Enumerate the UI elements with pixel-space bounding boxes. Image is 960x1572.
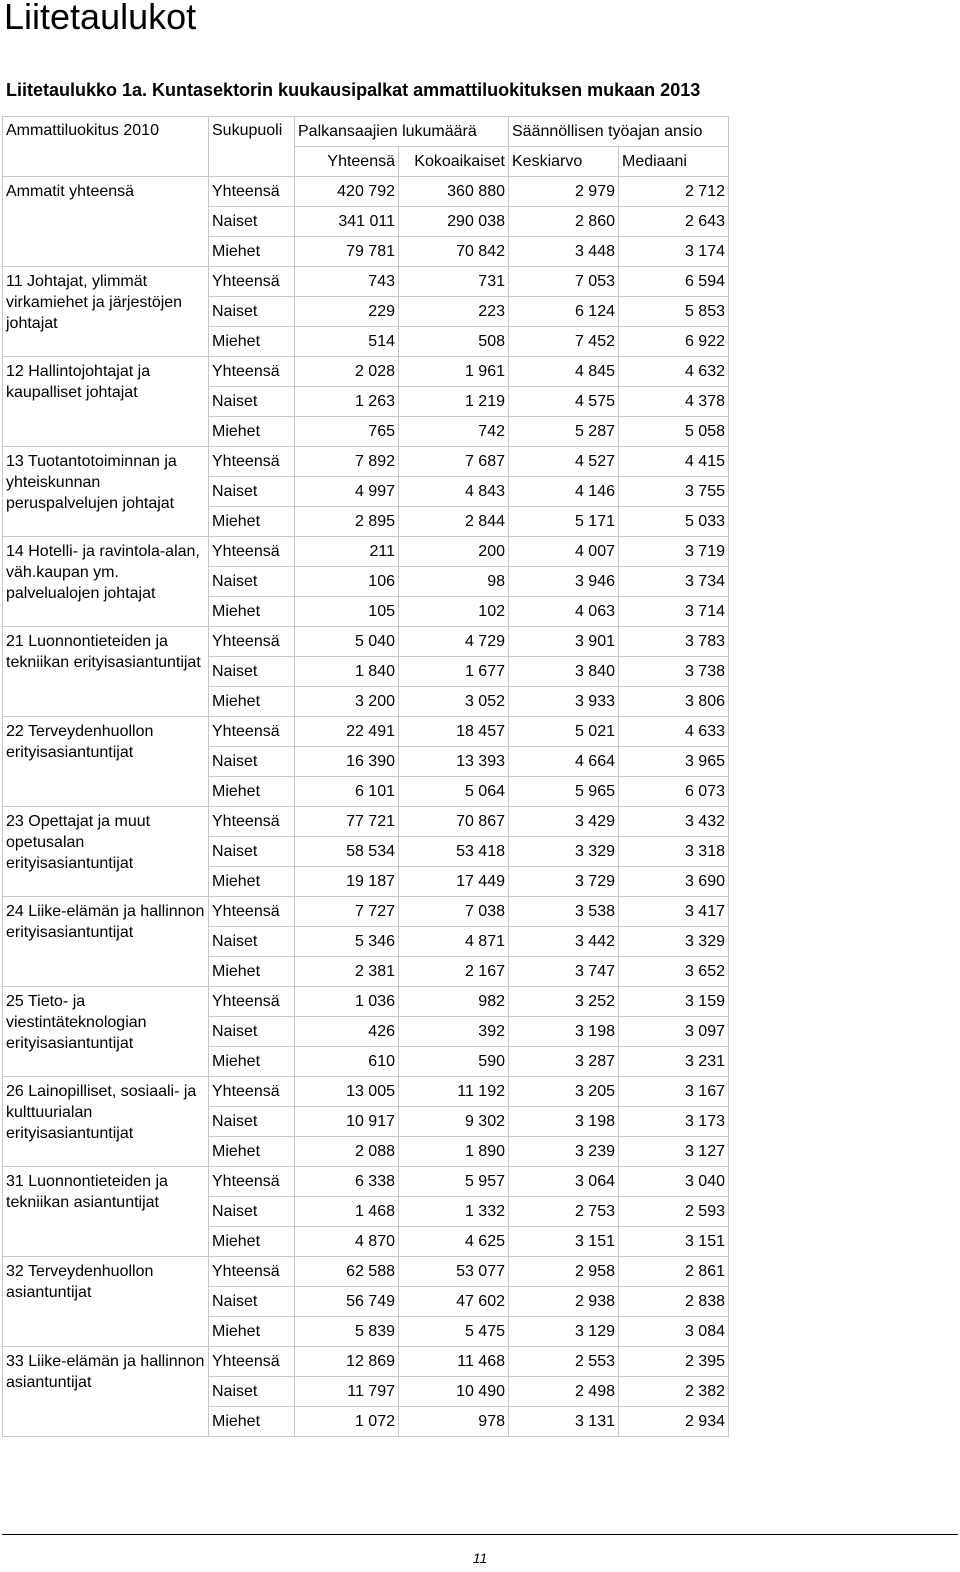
median-cell: 6 073 <box>619 777 729 807</box>
mean-cell: 5 965 <box>509 777 619 807</box>
total-cell: 2 381 <box>295 957 399 987</box>
fulltime-cell: 4 625 <box>399 1227 509 1257</box>
total-cell: 56 749 <box>295 1287 399 1317</box>
median-cell: 3 097 <box>619 1017 729 1047</box>
occupation-cell: 25 Tieto- ja viestintäteknologian erityisasiantuntijat <box>3 987 209 1077</box>
median-cell: 3 159 <box>619 987 729 1017</box>
total-cell: 5 040 <box>295 627 399 657</box>
total-cell: 7 727 <box>295 897 399 927</box>
median-cell: 5 058 <box>619 417 729 447</box>
fulltime-cell: 290 038 <box>399 207 509 237</box>
median-cell: 2 382 <box>619 1377 729 1407</box>
total-cell: 4 870 <box>295 1227 399 1257</box>
gender-cell: Yhteensä <box>209 897 295 927</box>
mean-cell: 7 452 <box>509 327 619 357</box>
occupation-cell: 24 Liike-elämän ja hallinnon erityisasiantuntijat <box>3 897 209 987</box>
mean-cell: 2 958 <box>509 1257 619 1287</box>
header-row-1 <box>3 117 729 147</box>
gender-cell: Yhteensä <box>209 987 295 1017</box>
total-cell: 229 <box>295 297 399 327</box>
fulltime-cell: 590 <box>399 1047 509 1077</box>
median-cell: 3 318 <box>619 837 729 867</box>
gender-cell: Miehet <box>209 1227 295 1257</box>
median-cell: 5 853 <box>619 297 729 327</box>
total-cell: 1 840 <box>295 657 399 687</box>
total-cell: 765 <box>295 417 399 447</box>
gender-cell: Miehet <box>209 867 295 897</box>
gender-cell: Yhteensä <box>209 357 295 387</box>
total-cell: 1 263 <box>295 387 399 417</box>
fulltime-cell: 47 602 <box>399 1287 509 1317</box>
gender-cell: Naiset <box>209 477 295 507</box>
median-cell: 4 632 <box>619 357 729 387</box>
fulltime-cell: 10 490 <box>399 1377 509 1407</box>
total-cell: 105 <box>295 597 399 627</box>
mean-cell: 2 860 <box>509 207 619 237</box>
mean-cell: 4 007 <box>509 537 619 567</box>
table-row <box>3 987 729 1017</box>
table-row <box>3 1347 729 1377</box>
median-cell: 6 922 <box>619 327 729 357</box>
fulltime-cell: 70 842 <box>399 237 509 267</box>
fulltime-cell: 13 393 <box>399 747 509 777</box>
fulltime-cell: 5 475 <box>399 1317 509 1347</box>
table-row <box>3 1167 729 1197</box>
fulltime-cell: 11 468 <box>399 1347 509 1377</box>
mean-cell: 3 538 <box>509 897 619 927</box>
mean-cell: 6 124 <box>509 297 619 327</box>
fulltime-cell: 7 038 <box>399 897 509 927</box>
header-median: Mediaani <box>619 147 729 177</box>
total-cell: 341 011 <box>295 207 399 237</box>
mean-cell: 3 064 <box>509 1167 619 1197</box>
fulltime-cell: 1 961 <box>399 357 509 387</box>
median-cell: 2 934 <box>619 1407 729 1437</box>
occupation-cell: 12 Hallintojohtajat ja kaupalliset johtajat <box>3 357 209 447</box>
gender-cell: Naiset <box>209 1107 295 1137</box>
median-cell: 3 432 <box>619 807 729 837</box>
gender-cell: Miehet <box>209 1407 295 1437</box>
header-total: Yhteensä <box>295 147 399 177</box>
total-cell: 426 <box>295 1017 399 1047</box>
mean-cell: 3 252 <box>509 987 619 1017</box>
mean-cell: 3 205 <box>509 1077 619 1107</box>
gender-cell: Naiset <box>209 387 295 417</box>
fulltime-cell: 742 <box>399 417 509 447</box>
median-cell: 3 329 <box>619 927 729 957</box>
median-cell: 3 151 <box>619 1227 729 1257</box>
fulltime-cell: 2 844 <box>399 507 509 537</box>
occupation-cell: 26 Lainopilliset, sosiaali- ja kulttuurialan erityisasiantuntijat <box>3 1077 209 1167</box>
mean-cell: 3 151 <box>509 1227 619 1257</box>
mean-cell: 2 498 <box>509 1377 619 1407</box>
fulltime-cell: 508 <box>399 327 509 357</box>
mean-cell: 2 753 <box>509 1197 619 1227</box>
mean-cell: 3 747 <box>509 957 619 987</box>
mean-cell: 3 239 <box>509 1137 619 1167</box>
median-cell: 2 593 <box>619 1197 729 1227</box>
total-cell: 514 <box>295 327 399 357</box>
mean-cell: 3 198 <box>509 1107 619 1137</box>
total-cell: 1 036 <box>295 987 399 1017</box>
gender-cell: Yhteensä <box>209 267 295 297</box>
total-cell: 211 <box>295 537 399 567</box>
median-cell: 4 415 <box>619 447 729 477</box>
mean-cell: 4 146 <box>509 477 619 507</box>
median-cell: 3 084 <box>619 1317 729 1347</box>
mean-cell: 5 287 <box>509 417 619 447</box>
gender-cell: Naiset <box>209 747 295 777</box>
table-row <box>3 267 729 297</box>
total-cell: 2 088 <box>295 1137 399 1167</box>
header-earnings: Säännöllisen työajan ansio <box>509 117 729 147</box>
mean-cell: 4 063 <box>509 597 619 627</box>
page-number: 11 <box>472 1550 488 1566</box>
total-cell: 58 534 <box>295 837 399 867</box>
gender-cell: Miehet <box>209 1137 295 1167</box>
total-cell: 6 338 <box>295 1167 399 1197</box>
mean-cell: 4 845 <box>509 357 619 387</box>
total-cell: 16 390 <box>295 747 399 777</box>
median-cell: 4 633 <box>619 717 729 747</box>
table-row <box>3 1077 729 1107</box>
mean-cell: 3 946 <box>509 567 619 597</box>
gender-cell: Miehet <box>209 957 295 987</box>
occupation-cell: 33 Liike-elämän ja hallinnon asiantuntijat <box>3 1347 209 1437</box>
median-cell: 2 838 <box>619 1287 729 1317</box>
median-cell: 3 690 <box>619 867 729 897</box>
total-cell: 13 005 <box>295 1077 399 1107</box>
total-cell: 19 187 <box>295 867 399 897</box>
median-cell: 2 712 <box>619 177 729 207</box>
fulltime-cell: 1 890 <box>399 1137 509 1167</box>
table-header <box>3 117 729 177</box>
mean-cell: 5 021 <box>509 717 619 747</box>
mean-cell: 3 329 <box>509 837 619 867</box>
total-cell: 420 792 <box>295 177 399 207</box>
median-cell: 3 806 <box>619 687 729 717</box>
footer-divider <box>2 1534 958 1535</box>
table-row <box>3 717 729 747</box>
mean-cell: 5 171 <box>509 507 619 537</box>
fulltime-cell: 98 <box>399 567 509 597</box>
gender-cell: Miehet <box>209 687 295 717</box>
table-body <box>3 177 729 1437</box>
occupation-cell: 22 Terveydenhuollon erityisasiantuntijat <box>3 717 209 807</box>
fulltime-cell: 17 449 <box>399 867 509 897</box>
total-cell: 106 <box>295 567 399 597</box>
fulltime-cell: 5 957 <box>399 1167 509 1197</box>
fulltime-cell: 1 677 <box>399 657 509 687</box>
header-employees: Palkansaajien lukumäärä <box>295 117 509 147</box>
table-title: Liitetaulukko 1a. Kuntasektorin kuukausipalkat ammattiluokituksen mukaan 2013 <box>6 80 701 100</box>
salary-table <box>2 116 729 1437</box>
median-cell: 3 167 <box>619 1077 729 1107</box>
total-cell: 10 917 <box>295 1107 399 1137</box>
fulltime-cell: 4 871 <box>399 927 509 957</box>
gender-cell: Yhteensä <box>209 1077 295 1107</box>
total-cell: 1 468 <box>295 1197 399 1227</box>
table-row <box>3 897 729 927</box>
mean-cell: 3 287 <box>509 1047 619 1077</box>
header-gender: Sukupuoli <box>209 117 295 177</box>
fulltime-cell: 18 457 <box>399 717 509 747</box>
occupation-cell: 14 Hotelli- ja ravintola-alan, väh.kaupan ym. palvelualojen johtajat <box>3 537 209 627</box>
mean-cell: 3 840 <box>509 657 619 687</box>
median-cell: 2 395 <box>619 1347 729 1377</box>
mean-cell: 2 553 <box>509 1347 619 1377</box>
median-cell: 2 861 <box>619 1257 729 1287</box>
fulltime-cell: 3 052 <box>399 687 509 717</box>
occupation-cell: 21 Luonnontieteiden ja tekniikan erityisasiantuntijat <box>3 627 209 717</box>
table-row <box>3 177 729 207</box>
fulltime-cell: 4 729 <box>399 627 509 657</box>
table-row <box>3 537 729 567</box>
gender-cell: Yhteensä <box>209 177 295 207</box>
gender-cell: Miehet <box>209 1317 295 1347</box>
gender-cell: Miehet <box>209 597 295 627</box>
gender-cell: Miehet <box>209 507 295 537</box>
gender-cell: Yhteensä <box>209 537 295 567</box>
gender-cell: Naiset <box>209 207 295 237</box>
header-occupation: Ammattiluokitus 2010 <box>3 117 209 177</box>
gender-cell: Yhteensä <box>209 807 295 837</box>
gender-cell: Naiset <box>209 1197 295 1227</box>
median-cell: 5 033 <box>619 507 729 537</box>
fulltime-cell: 7 687 <box>399 447 509 477</box>
gender-cell: Naiset <box>209 1287 295 1317</box>
table-row <box>3 627 729 657</box>
fulltime-cell: 2 167 <box>399 957 509 987</box>
gender-cell: Naiset <box>209 837 295 867</box>
occupation-cell: 32 Terveydenhuollon asiantuntijat <box>3 1257 209 1347</box>
total-cell: 2 895 <box>295 507 399 537</box>
gender-cell: Naiset <box>209 567 295 597</box>
total-cell: 5 839 <box>295 1317 399 1347</box>
fulltime-cell: 200 <box>399 537 509 567</box>
table-row <box>3 447 729 477</box>
fulltime-cell: 978 <box>399 1407 509 1437</box>
gender-cell: Miehet <box>209 417 295 447</box>
gender-cell: Naiset <box>209 927 295 957</box>
header-fulltime: Kokoaikaiset <box>399 147 509 177</box>
gender-cell: Naiset <box>209 297 295 327</box>
header-mean: Keskiarvo <box>509 147 619 177</box>
table-row <box>3 807 729 837</box>
mean-cell: 3 429 <box>509 807 619 837</box>
total-cell: 5 346 <box>295 927 399 957</box>
mean-cell: 3 131 <box>509 1407 619 1437</box>
mean-cell: 3 442 <box>509 927 619 957</box>
gender-cell: Yhteensä <box>209 627 295 657</box>
mean-cell: 3 933 <box>509 687 619 717</box>
mean-cell: 3 198 <box>509 1017 619 1047</box>
mean-cell: 2 938 <box>509 1287 619 1317</box>
mean-cell: 3 729 <box>509 867 619 897</box>
total-cell: 11 797 <box>295 1377 399 1407</box>
median-cell: 3 734 <box>619 567 729 597</box>
fulltime-cell: 982 <box>399 987 509 1017</box>
fulltime-cell: 70 867 <box>399 807 509 837</box>
page-title: Liitetaulukot <box>4 0 197 37</box>
median-cell: 2 643 <box>619 207 729 237</box>
gender-cell: Yhteensä <box>209 1167 295 1197</box>
occupation-cell: 31 Luonnontieteiden ja tekniikan asiantuntijat <box>3 1167 209 1257</box>
mean-cell: 3 129 <box>509 1317 619 1347</box>
total-cell: 2 028 <box>295 357 399 387</box>
gender-cell: Yhteensä <box>209 1347 295 1377</box>
median-cell: 3 231 <box>619 1047 729 1077</box>
gender-cell: Miehet <box>209 237 295 267</box>
fulltime-cell: 9 302 <box>399 1107 509 1137</box>
median-cell: 3 783 <box>619 627 729 657</box>
total-cell: 77 721 <box>295 807 399 837</box>
total-cell: 1 072 <box>295 1407 399 1437</box>
gender-cell: Naiset <box>209 1017 295 1047</box>
occupation-cell: 13 Tuotantotoiminnan ja yhteiskunnan peruspalvelujen johtajat <box>3 447 209 537</box>
mean-cell: 2 979 <box>509 177 619 207</box>
fulltime-cell: 360 880 <box>399 177 509 207</box>
median-cell: 3 174 <box>619 237 729 267</box>
total-cell: 610 <box>295 1047 399 1077</box>
fulltime-cell: 4 843 <box>399 477 509 507</box>
median-cell: 3 652 <box>619 957 729 987</box>
fulltime-cell: 223 <box>399 297 509 327</box>
median-cell: 3 965 <box>619 747 729 777</box>
gender-cell: Naiset <box>209 657 295 687</box>
fulltime-cell: 731 <box>399 267 509 297</box>
gender-cell: Miehet <box>209 1047 295 1077</box>
mean-cell: 4 664 <box>509 747 619 777</box>
occupation-cell: 23 Opettajat ja muut opetusalan erityisasiantuntijat <box>3 807 209 897</box>
occupation-cell: 11 Johtajat, ylimmät virkamiehet ja järjestöjen johtajat <box>3 267 209 357</box>
mean-cell: 4 575 <box>509 387 619 417</box>
mean-cell: 4 527 <box>509 447 619 477</box>
fulltime-cell: 5 064 <box>399 777 509 807</box>
median-cell: 4 378 <box>619 387 729 417</box>
gender-cell: Miehet <box>209 777 295 807</box>
fulltime-cell: 53 077 <box>399 1257 509 1287</box>
fulltime-cell: 392 <box>399 1017 509 1047</box>
total-cell: 6 101 <box>295 777 399 807</box>
total-cell: 22 491 <box>295 717 399 747</box>
median-cell: 3 755 <box>619 477 729 507</box>
gender-cell: Yhteensä <box>209 717 295 747</box>
median-cell: 3 714 <box>619 597 729 627</box>
gender-cell: Yhteensä <box>209 1257 295 1287</box>
gender-cell: Miehet <box>209 327 295 357</box>
gender-cell: Naiset <box>209 1377 295 1407</box>
fulltime-cell: 1 219 <box>399 387 509 417</box>
median-cell: 3 719 <box>619 537 729 567</box>
total-cell: 3 200 <box>295 687 399 717</box>
mean-cell: 7 053 <box>509 267 619 297</box>
total-cell: 12 869 <box>295 1347 399 1377</box>
table-row <box>3 357 729 387</box>
gender-cell: Yhteensä <box>209 447 295 477</box>
median-cell: 6 594 <box>619 267 729 297</box>
median-cell: 3 040 <box>619 1167 729 1197</box>
mean-cell: 3 901 <box>509 627 619 657</box>
occupation-cell: Ammatit yhteensä <box>3 177 209 267</box>
median-cell: 3 127 <box>619 1137 729 1167</box>
median-cell: 3 738 <box>619 657 729 687</box>
total-cell: 62 588 <box>295 1257 399 1287</box>
total-cell: 79 781 <box>295 237 399 267</box>
total-cell: 4 997 <box>295 477 399 507</box>
fulltime-cell: 1 332 <box>399 1197 509 1227</box>
total-cell: 7 892 <box>295 447 399 477</box>
median-cell: 3 417 <box>619 897 729 927</box>
total-cell: 743 <box>295 267 399 297</box>
median-cell: 3 173 <box>619 1107 729 1137</box>
fulltime-cell: 11 192 <box>399 1077 509 1107</box>
fulltime-cell: 102 <box>399 597 509 627</box>
mean-cell: 3 448 <box>509 237 619 267</box>
table-row <box>3 1257 729 1287</box>
fulltime-cell: 53 418 <box>399 837 509 867</box>
